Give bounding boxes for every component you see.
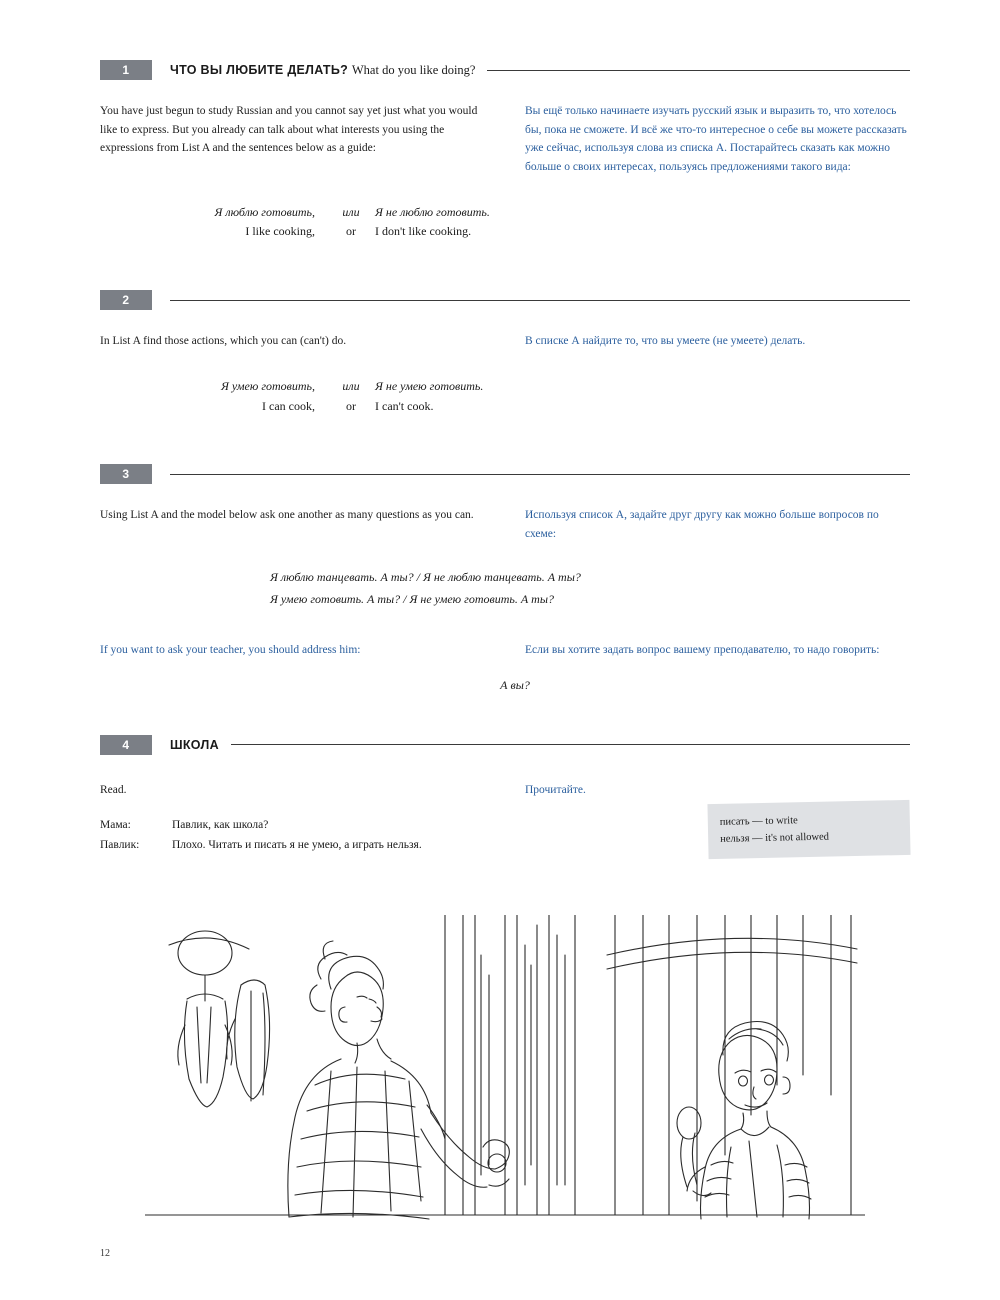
exercise-1 (100, 60, 910, 242)
exercise-2-model-ru-left: Я умею готовить, (220, 378, 315, 393)
exercise-3-pattern-1: Я люблю танцевать. А ты? / Я не люблю танцевать. А ты? (270, 569, 581, 584)
exercise-2-instructions (100, 332, 910, 351)
exercise-3-note-en: If you want to ask your teacher, you should address him: (100, 644, 361, 657)
exercise-3-address-form: А вы? (500, 677, 530, 692)
exercise-1-model-ru (100, 203, 910, 223)
exercise-2-model-en (100, 397, 910, 417)
exercise-4-rule (231, 744, 910, 745)
exercise-3-address-note (100, 641, 910, 659)
exercise-3-number: 3 (100, 464, 152, 484)
exercise-2-model-en-left: I can cook, (262, 398, 315, 413)
exercise-2-model-ru (100, 377, 910, 397)
exercise-1-title-ru: ЧТО ВЫ ЛЮБИТЕ ДЕЛАТЬ? (170, 62, 349, 77)
exercise-1-model-ru-mid: или (342, 204, 360, 219)
exercise-4-title-ru: ШКОЛА (170, 737, 219, 752)
exercise-4-number: 4 (100, 735, 152, 755)
dialogue-text: Плохо. Читать и писать я не умею, а играть нельзя. (172, 839, 422, 852)
exercise-3-instruction-ru: Используя список А, задайте друг другу как можно больше вопросов по схеме: (525, 509, 879, 540)
exercise-2-number: 2 (100, 290, 152, 310)
exercise-3-instruction-en: Using List A and the model below ask one another as many questions as you can. (100, 509, 474, 522)
page-content (100, 60, 910, 855)
exercise-1-instruction-ru: Вы ещё только начинаете изучать русский язык и выразить то, что хотелось бы, пока не сможете. И всё же что-то интересное о себе вы можете рассказать уже сейчас, используя слова из списка А. Постарайтесь сказать как можно больше о своих интересах, пользуясь предложениями такого вида: (525, 105, 907, 173)
dialogue-speaker: Павлик: (100, 839, 140, 852)
exercise-2-header (100, 290, 910, 310)
exercise-4-header (100, 735, 910, 755)
exercise-1-model-en-left: I like cooking, (245, 224, 315, 239)
exercise-3-patterns (100, 566, 910, 612)
exercise-4-instruction-ru: Прочитайте. (525, 783, 586, 796)
exercise-1-model-ru-right: Я не люблю готовить. (375, 204, 490, 219)
exercise-1-model (100, 203, 910, 243)
exercise-4-title (170, 738, 219, 752)
exercise-1-model-en-right: I don't like cooking. (375, 224, 472, 239)
exercise-2-model-ru-mid: или (342, 378, 360, 393)
exercise-2-instruction-ru: В списке А найдите то, что вы умеете (не умеете) делать. (525, 335, 806, 348)
exercise-3-instructions (100, 506, 910, 543)
vocabulary-box (707, 800, 910, 859)
exercise-4-instructions (100, 781, 910, 800)
exercise-1-model-ru-left: Я люблю готовить, (214, 204, 315, 219)
exercise-1-instructions (100, 102, 910, 177)
dialogue-text: Павлик, как школа? (172, 819, 269, 832)
exercise-2-model (100, 377, 910, 417)
exercise-2-instruction-en: In List A find those actions, which you can (can't) do. (100, 335, 347, 348)
exercise-4-instruction-en: Read. (100, 783, 127, 796)
page-number: 12 (100, 1248, 110, 1259)
illustration-mother-and-boy-at-door (145, 915, 865, 1220)
exercise-2-rule (170, 300, 910, 301)
exercise-2 (100, 290, 910, 416)
exercise-1-instruction-en: You have just begun to study Russian and you cannot say yet just what you would like to express. But you already can talk about what interests you using the expressions from List A and the sentences below as a guide: (100, 105, 478, 155)
exercise-3-pattern-2: Я умею готовить. А ты? / Я не умею готовить. А ты? (270, 592, 554, 607)
exercise-3-note-ru: Если вы хотите задать вопрос вашему преподавателю, то надо говорить: (525, 644, 880, 657)
exercise-1-number: 1 (100, 60, 152, 80)
exercise-1-rule (487, 70, 910, 71)
exercise-3-header (100, 464, 910, 484)
vocabulary-line-1: писать — to write (719, 815, 798, 828)
dialogue-speaker: Мама: (100, 819, 131, 832)
exercise-2-model-ru-right: Я не умею готовить. (375, 378, 484, 393)
exercise-1-title (170, 63, 475, 78)
exercise-3-rule (170, 474, 910, 475)
exercise-1-title-en: What do you like doing? (351, 62, 476, 77)
exercise-3 (100, 464, 910, 692)
exercise-1-model-en (100, 222, 910, 242)
exercise-2-model-en-right: I can't cook. (375, 398, 434, 413)
exercise-2-model-en-mid: or (346, 398, 356, 413)
vocabulary-line-2: нельзя — it's not allowed (720, 831, 830, 846)
exercise-1-header (100, 60, 910, 80)
exercise-1-model-en-mid: or (346, 224, 356, 239)
